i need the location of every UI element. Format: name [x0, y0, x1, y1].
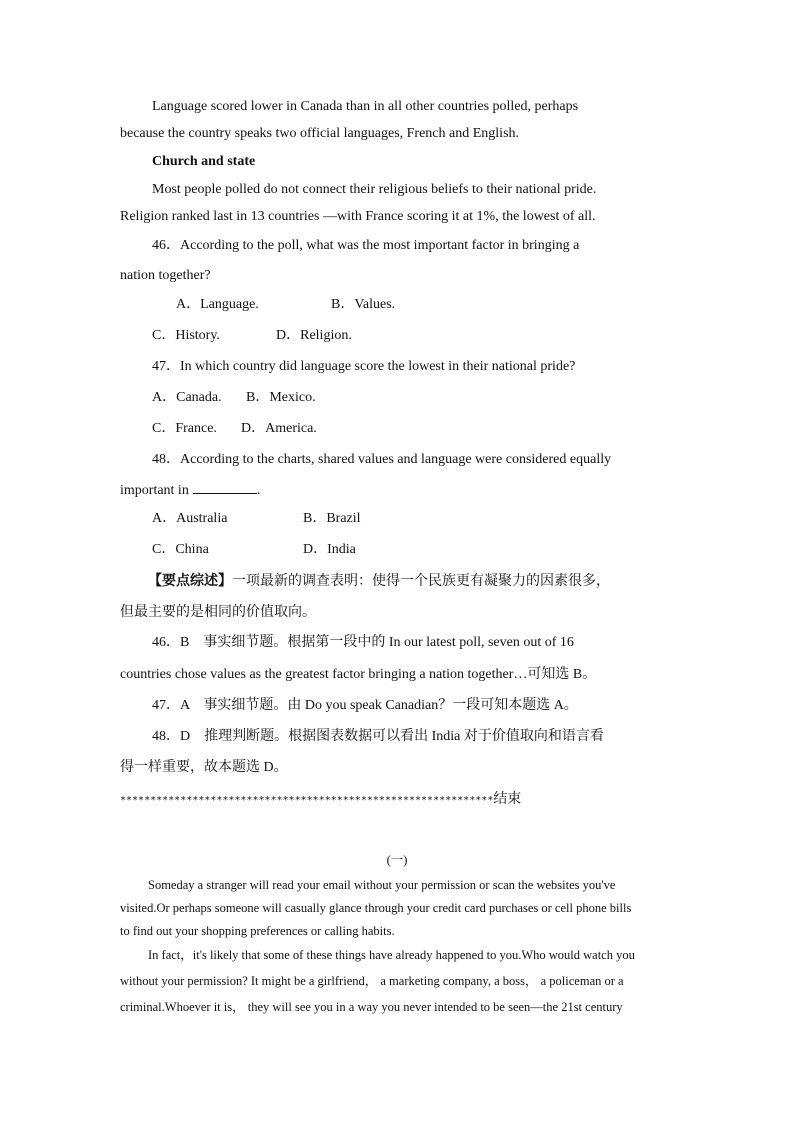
section-number: (一) — [386, 853, 408, 867]
question-47-option-a[interactable]: A．Canada. — [152, 390, 222, 405]
passage-paragraph-1-line-2: because the country speaks two official languages, French and English. — [120, 126, 520, 141]
answer-48-line-1: 48．D 推理判断题。根据图表数据可以看出 India 对于价值取向和语言看 — [152, 729, 604, 744]
section2-line-2: visited.Or perhaps someone will casually glance through your credit card purchases or cell phone bills — [120, 901, 632, 915]
summary-label: 【要点综述】 — [148, 573, 232, 589]
question-46-stem-cont: nation together? — [120, 268, 211, 283]
summary-text-1: 一项最新的调查表明：使得一个民族更有凝聚力的因素很多， — [232, 573, 610, 589]
section-heading: Church and state — [152, 154, 256, 169]
question-48-option-a[interactable]: A．Australia — [152, 511, 228, 526]
answer-48-line-2: 得一样重要，故本题选 D。 — [120, 760, 288, 775]
summary-line-1 — [148, 572, 610, 590]
question-47-option-c[interactable]: C．France. — [152, 421, 217, 436]
question-48-stem-end: . — [256, 483, 261, 498]
question-47-option-d[interactable]: D．America. — [241, 421, 317, 436]
passage-paragraph-2-line-2: Religion ranked last in 13 countries —with France scoring it at 1%, the lowest of all. — [120, 209, 596, 224]
question-47-option-b[interactable]: B．Mexico. — [246, 390, 316, 405]
end-marker-stars: ************************************************************** — [120, 795, 494, 806]
question-48-stem-cont — [120, 481, 260, 500]
question-46-option-c[interactable]: C．History. — [152, 328, 220, 343]
passage-paragraph-1-line-1: Language scored lower in Canada than in all other countries polled, perhaps — [152, 99, 579, 114]
section2-line-6: criminal.Whoever it is， they will see you in a way you never intended to be seen—the 21st century — [120, 1000, 623, 1014]
passage-paragraph-2-line-1: Most people polled do not connect their religious beliefs to their national pride. — [152, 182, 597, 197]
answer-blank — [193, 481, 257, 494]
question-46-option-d[interactable]: D．Religion. — [276, 328, 352, 343]
answer-46-line-1: 46．B 事实细节题。根据第一段中的 In our latest poll, seven out of 16 — [152, 635, 574, 650]
question-48-stem: 48．According to the charts, shared values and language were considered equally — [152, 452, 612, 467]
question-47-stem: 47．In which country did language score the lowest in their national pride? — [152, 359, 576, 374]
question-48-option-c[interactable]: C．China — [152, 542, 209, 557]
question-46-option-a[interactable]: A．Language. — [176, 297, 259, 312]
section2-line-1: Someday a stranger will read your email without your permission or scan the websites you've — [148, 878, 616, 892]
section2-line-5: without your permission? It might be a girlfriend， a marketing company, a boss， a policeman or a — [120, 974, 624, 988]
section2-line-3: to find out your shopping preferences or calling habits. — [120, 924, 395, 938]
end-marker — [120, 790, 521, 810]
question-48-option-b[interactable]: B．Brazil — [303, 511, 361, 526]
question-48-option-d[interactable]: D．India — [303, 542, 356, 557]
question-46-option-b[interactable]: B．Values. — [331, 297, 396, 312]
question-48-stem-text: important in — [120, 483, 189, 498]
question-46-stem: 46．According to the poll, what was the most important factor in bringing a — [152, 238, 580, 253]
answer-47: 47．A 事实细节题。由 Do you speak Canadian？一段可知本题选 A。 — [152, 698, 578, 713]
answer-46-line-2: countries chose values as the greatest factor bringing a nation together…可知选 B。 — [120, 667, 597, 682]
section2-line-4: In fact，it's likely that some of these things have already happened to you.Who would watch you — [148, 948, 635, 962]
summary-line-2: 但最主要的是相同的价值取向。 — [120, 604, 316, 620]
end-marker-text: 结束 — [493, 791, 522, 807]
